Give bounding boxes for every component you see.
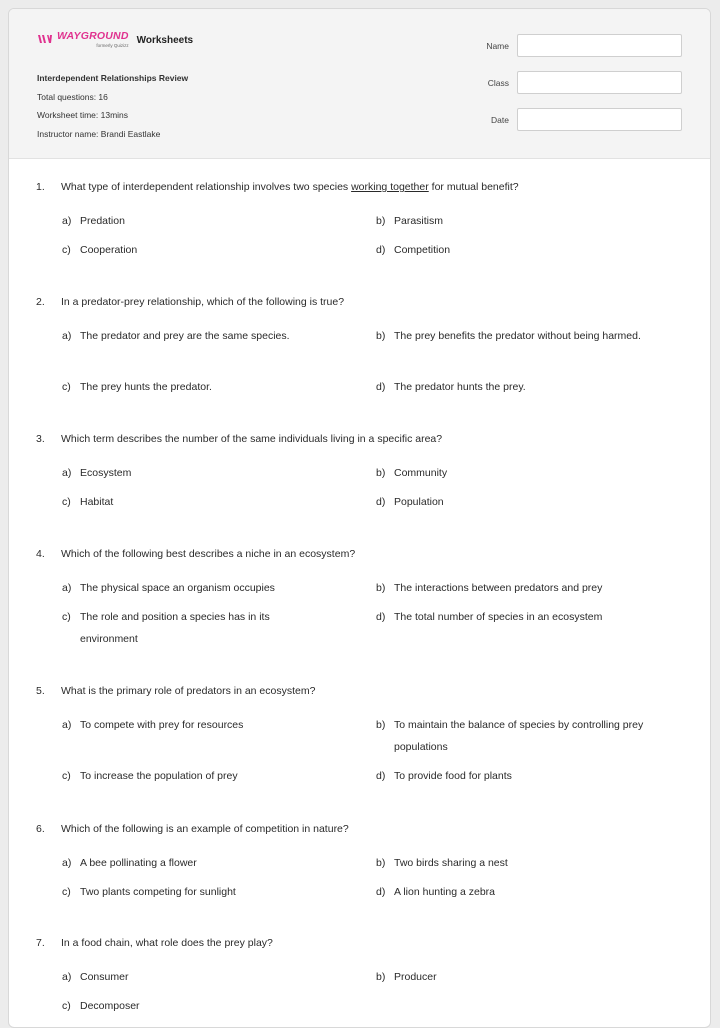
logo-text: WAYGROUND [57,30,129,42]
question-text: What is the primary role of predators in an ecosystem? [61,685,316,697]
question-number: 7. [36,937,45,949]
option-c: c) The role and position a species has in its environment [62,611,270,645]
brand-title: Worksheets [136,35,194,46]
brand [37,31,193,48]
worksheet-meta [37,69,188,143]
question-header [36,823,349,835]
option-a: a) Ecosystem [62,467,132,479]
option-c: c) Habitat [62,496,114,508]
wayground-logo-icon [37,33,53,45]
option-b: b) To maintain the balance of species by controlling prey populations [376,719,644,753]
question-number: 5. [36,685,45,697]
student-fields [486,34,682,145]
question-text: In a food chain, what role does the prey play? [61,937,273,949]
option-c: c) Cooperation [62,244,138,256]
option-c: c) The prey hunts the predator. [62,381,212,393]
instructor-name: Instructor name: Brandi Eastlake [37,128,161,139]
question-text: In a predator-prey relationship, which of the following is true? [61,296,345,308]
option-d: d) The total number of species in an ecosystem [376,611,603,623]
worksheet-title: Interdependent Relationships Review [37,73,189,83]
option-a: a) To compete with prey for resources [62,719,244,731]
question-header [36,685,315,697]
option-b: b) The interactions between predators and prey [376,582,603,594]
logo-subtitle: formerly Quizizz [96,42,129,48]
worksheet-header [9,9,710,159]
worksheet-time: Worksheet time: 13mins [37,110,129,120]
option-d: d) A lion hunting a zebra [376,886,495,898]
option-d: d) The predator hunts the prey. [376,381,526,393]
option-b: b) Community [376,467,448,479]
name-field-row [486,34,682,57]
question-number: 3. [36,433,45,445]
option-d: d) Population [376,496,444,508]
question-number: 1. [36,181,45,193]
logo [57,31,129,48]
option-b: b) Producer [376,971,437,983]
date-field[interactable] [517,108,682,131]
name-field[interactable] [517,34,682,57]
option-c: c) Decomposer [62,1000,140,1012]
option-c: c) To increase the population of prey [62,770,238,782]
question-number: 2. [36,296,45,308]
option-a: a) Consumer [62,971,129,983]
question-text: What type of interdependent relationship involves two species working together for mutual benefit? [61,181,519,193]
option-c: c) Two plants competing for sunlight [62,886,236,898]
option-a: a) A bee pollinating a flower [62,857,197,869]
question-text: Which of the following best describes a niche in an ecosystem? [61,548,356,560]
underlined-phrase: working together [351,181,429,193]
name-label: Name [486,40,509,51]
option-d: d) To provide food for plants [376,770,512,782]
question-text: Which term describes the number of the same individuals living in a specific area? [61,433,443,445]
total-questions: Total questions: 16 [37,91,108,102]
question-header [36,433,442,445]
worksheet-page [8,8,711,1028]
option-a: a) The predator and prey are the same species. [62,330,290,342]
class-field-row [486,71,682,94]
question-header [36,181,519,193]
option-a: a) The physical space an organism occupies [62,582,275,594]
date-label: Date [491,114,509,125]
date-field-row [486,108,682,131]
option-b: b) Parasitism [376,215,444,227]
option-d: d) Competition [376,244,451,256]
question-header [36,937,273,949]
option-a: a) Predation [62,215,125,227]
question-header [36,548,355,560]
question-number: 6. [36,823,45,835]
class-label: Class [487,77,509,88]
question-header [36,296,344,308]
option-b: b) The prey benefits the predator without being harmed. [376,330,641,342]
question-number: 4. [36,548,45,560]
option-b: b) Two birds sharing a nest [376,857,508,869]
question-text: Which of the following is an example of competition in nature? [61,823,349,835]
class-field[interactable] [517,71,682,94]
